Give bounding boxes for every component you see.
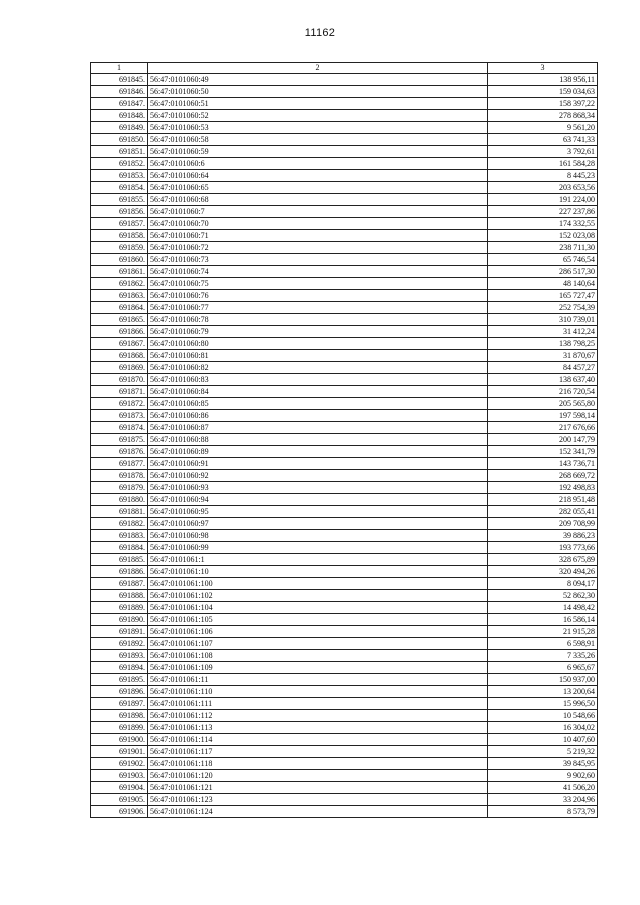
table-row <box>91 650 598 662</box>
row-number: 691878. <box>91 470 148 482</box>
table-row <box>91 638 598 650</box>
row-number: 691871. <box>91 386 148 398</box>
cadastral-value: 159 034,63 <box>488 86 598 98</box>
cadastral-number: 56:47:0101060:98 <box>148 530 488 542</box>
table-row <box>91 518 598 530</box>
cadastral-number: 56:47:0101060:91 <box>148 458 488 470</box>
row-number: 691862. <box>91 278 148 290</box>
cadastral-number: 56:47:0101060:50 <box>148 86 488 98</box>
row-number: 691846. <box>91 86 148 98</box>
cadastral-value: 33 204,96 <box>488 794 598 806</box>
table-row <box>91 314 598 326</box>
header-row <box>91 63 598 74</box>
table-row <box>91 554 598 566</box>
table-row <box>91 374 598 386</box>
cadastral-value: 278 868,34 <box>488 110 598 122</box>
table-row <box>91 302 598 314</box>
cadastral-number: 56:47:0101061:113 <box>148 722 488 734</box>
table-row <box>91 74 598 86</box>
cadastral-number: 56:47:0101060:76 <box>148 290 488 302</box>
page-number: 11162 <box>304 27 336 39</box>
cadastral-number: 56:47:0101060:83 <box>148 374 488 386</box>
cadastral-number: 56:47:0101060:89 <box>148 446 488 458</box>
table-row <box>91 770 598 782</box>
cadastral-value: 13 200,64 <box>488 686 598 698</box>
cadastral-number: 56:47:0101060:84 <box>148 386 488 398</box>
table-row <box>91 326 598 338</box>
table-row <box>91 194 598 206</box>
cadastral-value: 16 304,02 <box>488 722 598 734</box>
table-row <box>91 710 598 722</box>
cadastral-value: 320 494,26 <box>488 566 598 578</box>
cadastral-number: 56:47:0101061:114 <box>148 734 488 746</box>
row-number: 691894. <box>91 662 148 674</box>
cadastral-number: 56:47:0101060:65 <box>148 182 488 194</box>
table-row <box>91 686 598 698</box>
cadastral-value: 205 565,80 <box>488 398 598 410</box>
table-row <box>91 242 598 254</box>
table-row <box>91 482 598 494</box>
cadastral-value: 48 140,64 <box>488 278 598 290</box>
cadastral-number: 56:47:0101061:112 <box>148 710 488 722</box>
cadastral-number: 56:47:0101061:104 <box>148 602 488 614</box>
cadastral-number: 56:47:0101060:6 <box>148 158 488 170</box>
cadastral-number: 56:47:0101060:95 <box>148 506 488 518</box>
cadastral-number: 56:47:0101060:68 <box>148 194 488 206</box>
cadastral-number: 56:47:0101061:111 <box>148 698 488 710</box>
table-row <box>91 86 598 98</box>
row-number: 691895. <box>91 674 148 686</box>
cadastral-number: 56:47:0101061:10 <box>148 566 488 578</box>
row-number: 691849. <box>91 122 148 134</box>
cadastral-value: 193 773,66 <box>488 542 598 554</box>
table-row <box>91 662 598 674</box>
cadastral-value: 39 886,23 <box>488 530 598 542</box>
cadastral-value: 227 237,86 <box>488 206 598 218</box>
cadastral-number: 56:47:0101061:118 <box>148 758 488 770</box>
cadastral-value: 39 845,95 <box>488 758 598 770</box>
cadastral-number: 56:47:0101061:106 <box>148 626 488 638</box>
cadastral-value: 31 870,67 <box>488 350 598 362</box>
cadastral-number: 56:47:0101060:75 <box>148 278 488 290</box>
row-number: 691847. <box>91 98 148 110</box>
cadastral-value: 63 741,33 <box>488 134 598 146</box>
row-number: 691886. <box>91 566 148 578</box>
table-row <box>91 542 598 554</box>
row-number: 691883. <box>91 530 148 542</box>
cadastral-value: 152 023,08 <box>488 230 598 242</box>
row-number: 691885. <box>91 554 148 566</box>
row-number: 691858. <box>91 230 148 242</box>
cadastral-value: 252 754,39 <box>488 302 598 314</box>
row-number: 691902. <box>91 758 148 770</box>
table-row <box>91 146 598 158</box>
cadastral-value: 216 720,54 <box>488 386 598 398</box>
cadastral-number: 56:47:0101060:72 <box>148 242 488 254</box>
cadastral-value: 138 798,25 <box>488 338 598 350</box>
row-number: 691865. <box>91 314 148 326</box>
row-number: 691906. <box>91 806 148 818</box>
row-number: 691856. <box>91 206 148 218</box>
cadastral-number: 56:47:0101060:78 <box>148 314 488 326</box>
cadastral-number: 56:47:0101060:93 <box>148 482 488 494</box>
cadastral-value: 7 335,26 <box>488 650 598 662</box>
cadastral-number: 56:47:0101060:58 <box>148 134 488 146</box>
cadastral-value: 9 561,20 <box>488 122 598 134</box>
table-header <box>91 63 598 74</box>
cadastral-value: 15 996,50 <box>488 698 598 710</box>
table-row <box>91 458 598 470</box>
row-number: 691901. <box>91 746 148 758</box>
cadastral-value: 84 457,27 <box>488 362 598 374</box>
row-number: 691845. <box>91 74 148 86</box>
row-number: 691882. <box>91 518 148 530</box>
cadastral-number: 56:47:0101060:87 <box>148 422 488 434</box>
cadastral-value: 31 412,24 <box>488 326 598 338</box>
row-number: 691905. <box>91 794 148 806</box>
table-row <box>91 446 598 458</box>
row-number: 691848. <box>91 110 148 122</box>
cadastral-number: 56:47:0101060:92 <box>148 470 488 482</box>
table-row <box>91 170 598 182</box>
cadastral-number: 56:47:0101061:117 <box>148 746 488 758</box>
row-number: 691873. <box>91 410 148 422</box>
cadastral-value: 282 055,41 <box>488 506 598 518</box>
cadastral-value: 197 598,14 <box>488 410 598 422</box>
row-number: 691904. <box>91 782 148 794</box>
cadastral-value: 158 397,22 <box>488 98 598 110</box>
row-number: 691869. <box>91 362 148 374</box>
cadastral-number: 56:47:0101061:1 <box>148 554 488 566</box>
table-row <box>91 626 598 638</box>
header-col-1: 1 <box>91 63 148 74</box>
cadastral-value: 8 094,17 <box>488 578 598 590</box>
header-col-2: 2 <box>148 63 488 74</box>
table-row <box>91 230 598 242</box>
cadastral-value: 209 708,99 <box>488 518 598 530</box>
row-number: 691864. <box>91 302 148 314</box>
cadastral-value: 21 915,28 <box>488 626 598 638</box>
row-number: 691852. <box>91 158 148 170</box>
cadastral-number: 56:47:0101060:97 <box>148 518 488 530</box>
cadastral-number: 56:47:0101060:77 <box>148 302 488 314</box>
cadastral-value-table <box>90 62 598 818</box>
cadastral-number: 56:47:0101061:108 <box>148 650 488 662</box>
row-number: 691876. <box>91 446 148 458</box>
table-row <box>91 566 598 578</box>
row-number: 691897. <box>91 698 148 710</box>
header-col-3: 3 <box>488 63 598 74</box>
table-row <box>91 134 598 146</box>
row-number: 691889. <box>91 602 148 614</box>
table-row <box>91 758 598 770</box>
cadastral-value: 143 736,71 <box>488 458 598 470</box>
cadastral-number: 56:47:0101060:82 <box>148 362 488 374</box>
cadastral-number: 56:47:0101060:79 <box>148 326 488 338</box>
row-number: 691867. <box>91 338 148 350</box>
table-row <box>91 158 598 170</box>
row-number: 691851. <box>91 146 148 158</box>
table-row <box>91 98 598 110</box>
row-number: 691860. <box>91 254 148 266</box>
cadastral-number: 56:47:0101061:123 <box>148 794 488 806</box>
row-number: 691896. <box>91 686 148 698</box>
row-number: 691888. <box>91 590 148 602</box>
row-number: 691857. <box>91 218 148 230</box>
row-number: 691854. <box>91 182 148 194</box>
row-number: 691859. <box>91 242 148 254</box>
cadastral-value: 238 711,30 <box>488 242 598 254</box>
cadastral-number: 56:47:0101061:107 <box>148 638 488 650</box>
cadastral-value: 268 669,72 <box>488 470 598 482</box>
cadastral-number: 56:47:0101060:64 <box>148 170 488 182</box>
row-number: 691898. <box>91 710 148 722</box>
cadastral-value: 217 676,66 <box>488 422 598 434</box>
row-number: 691884. <box>91 542 148 554</box>
cadastral-number: 56:47:0101060:94 <box>148 494 488 506</box>
row-number: 691890. <box>91 614 148 626</box>
table-row <box>91 410 598 422</box>
table-row <box>91 218 598 230</box>
cadastral-value: 6 598,91 <box>488 638 598 650</box>
row-number: 691891. <box>91 626 148 638</box>
cadastral-value: 286 517,30 <box>488 266 598 278</box>
row-number: 691863. <box>91 290 148 302</box>
cadastral-number: 56:47:0101060:86 <box>148 410 488 422</box>
cadastral-value: 9 902,60 <box>488 770 598 782</box>
row-number: 691900. <box>91 734 148 746</box>
cadastral-value: 14 498,42 <box>488 602 598 614</box>
cadastral-value: 5 219,32 <box>488 746 598 758</box>
cadastral-number: 56:47:0101061:120 <box>148 770 488 782</box>
table-row <box>91 506 598 518</box>
row-number: 691893. <box>91 650 148 662</box>
cadastral-number: 56:47:0101061:110 <box>148 686 488 698</box>
table-row <box>91 734 598 746</box>
table-row <box>91 674 598 686</box>
row-number: 691855. <box>91 194 148 206</box>
row-number: 691892. <box>91 638 148 650</box>
table-row <box>91 338 598 350</box>
table-row <box>91 266 598 278</box>
cadastral-value: 10 548,66 <box>488 710 598 722</box>
table-row <box>91 794 598 806</box>
row-number: 691903. <box>91 770 148 782</box>
cadastral-number: 56:47:0101060:59 <box>148 146 488 158</box>
cadastral-number: 56:47:0101060:49 <box>148 74 488 86</box>
cadastral-number: 56:47:0101061:124 <box>148 806 488 818</box>
cadastral-number: 56:47:0101060:80 <box>148 338 488 350</box>
row-number: 691874. <box>91 422 148 434</box>
cadastral-value: 65 746,54 <box>488 254 598 266</box>
cadastral-number: 56:47:0101060:88 <box>148 434 488 446</box>
cadastral-value: 152 341,79 <box>488 446 598 458</box>
cadastral-value: 41 506,20 <box>488 782 598 794</box>
cadastral-number: 56:47:0101060:81 <box>148 350 488 362</box>
table-row <box>91 530 598 542</box>
row-number: 691870. <box>91 374 148 386</box>
table-row <box>91 122 598 134</box>
table-row <box>91 386 598 398</box>
row-number: 691866. <box>91 326 148 338</box>
table-row <box>91 494 598 506</box>
cadastral-number: 56:47:0101060:99 <box>148 542 488 554</box>
table-row <box>91 590 598 602</box>
cadastral-value: 138 956,11 <box>488 74 598 86</box>
table-row <box>91 278 598 290</box>
table-row <box>91 362 598 374</box>
row-number: 691850. <box>91 134 148 146</box>
cadastral-value: 174 332,55 <box>488 218 598 230</box>
table-row <box>91 350 598 362</box>
cadastral-value: 150 937,00 <box>488 674 598 686</box>
table-row <box>91 614 598 626</box>
cadastral-value: 192 498,83 <box>488 482 598 494</box>
cadastral-value: 6 965,67 <box>488 662 598 674</box>
row-number: 691861. <box>91 266 148 278</box>
row-number: 691875. <box>91 434 148 446</box>
cadastral-value: 138 637,40 <box>488 374 598 386</box>
table-row <box>91 290 598 302</box>
row-number: 691880. <box>91 494 148 506</box>
table-row <box>91 206 598 218</box>
row-number: 691872. <box>91 398 148 410</box>
cadastral-value: 16 586,14 <box>488 614 598 626</box>
cadastral-number: 56:47:0101060:71 <box>148 230 488 242</box>
table-row <box>91 182 598 194</box>
row-number: 691879. <box>91 482 148 494</box>
table-row <box>91 698 598 710</box>
cadastral-value: 328 675,89 <box>488 554 598 566</box>
table-row <box>91 398 598 410</box>
row-number: 691899. <box>91 722 148 734</box>
table-row <box>91 422 598 434</box>
cadastral-number: 56:47:0101061:109 <box>148 662 488 674</box>
table-row <box>91 434 598 446</box>
table-row <box>91 746 598 758</box>
table-row <box>91 254 598 266</box>
cadastral-number: 56:47:0101060:85 <box>148 398 488 410</box>
cadastral-number: 56:47:0101060:51 <box>148 98 488 110</box>
cadastral-number: 56:47:0101061:11 <box>148 674 488 686</box>
cadastral-value: 191 224,00 <box>488 194 598 206</box>
table-row <box>91 782 598 794</box>
cadastral-value: 165 727,47 <box>488 290 598 302</box>
row-number: 691877. <box>91 458 148 470</box>
cadastral-number: 56:47:0101060:53 <box>148 122 488 134</box>
table-row <box>91 722 598 734</box>
row-number: 691853. <box>91 170 148 182</box>
row-number: 691887. <box>91 578 148 590</box>
cadastral-number: 56:47:0101060:7 <box>148 206 488 218</box>
cadastral-value: 10 407,60 <box>488 734 598 746</box>
cadastral-number: 56:47:0101060:70 <box>148 218 488 230</box>
row-number: 691868. <box>91 350 148 362</box>
cadastral-value: 8 573,79 <box>488 806 598 818</box>
cadastral-number: 56:47:0101061:102 <box>148 590 488 602</box>
table-row <box>91 806 598 818</box>
cadastral-number: 56:47:0101061:121 <box>148 782 488 794</box>
cadastral-value: 310 739,01 <box>488 314 598 326</box>
table-row <box>91 578 598 590</box>
row-number: 691881. <box>91 506 148 518</box>
table-body <box>91 74 598 818</box>
cadastral-value: 200 147,79 <box>488 434 598 446</box>
cadastral-number: 56:47:0101061:105 <box>148 614 488 626</box>
cadastral-number: 56:47:0101060:74 <box>148 266 488 278</box>
table-row <box>91 602 598 614</box>
cadastral-value: 161 584,28 <box>488 158 598 170</box>
cadastral-value: 218 951,48 <box>488 494 598 506</box>
cadastral-number: 56:47:0101061:100 <box>148 578 488 590</box>
table-row <box>91 110 598 122</box>
cadastral-number: 56:47:0101060:73 <box>148 254 488 266</box>
table-row <box>91 470 598 482</box>
cadastral-value: 203 653,56 <box>488 182 598 194</box>
cadastral-value: 52 862,30 <box>488 590 598 602</box>
cadastral-value: 8 445,23 <box>488 170 598 182</box>
cadastral-number: 56:47:0101060:52 <box>148 110 488 122</box>
cadastral-value: 3 792,61 <box>488 146 598 158</box>
